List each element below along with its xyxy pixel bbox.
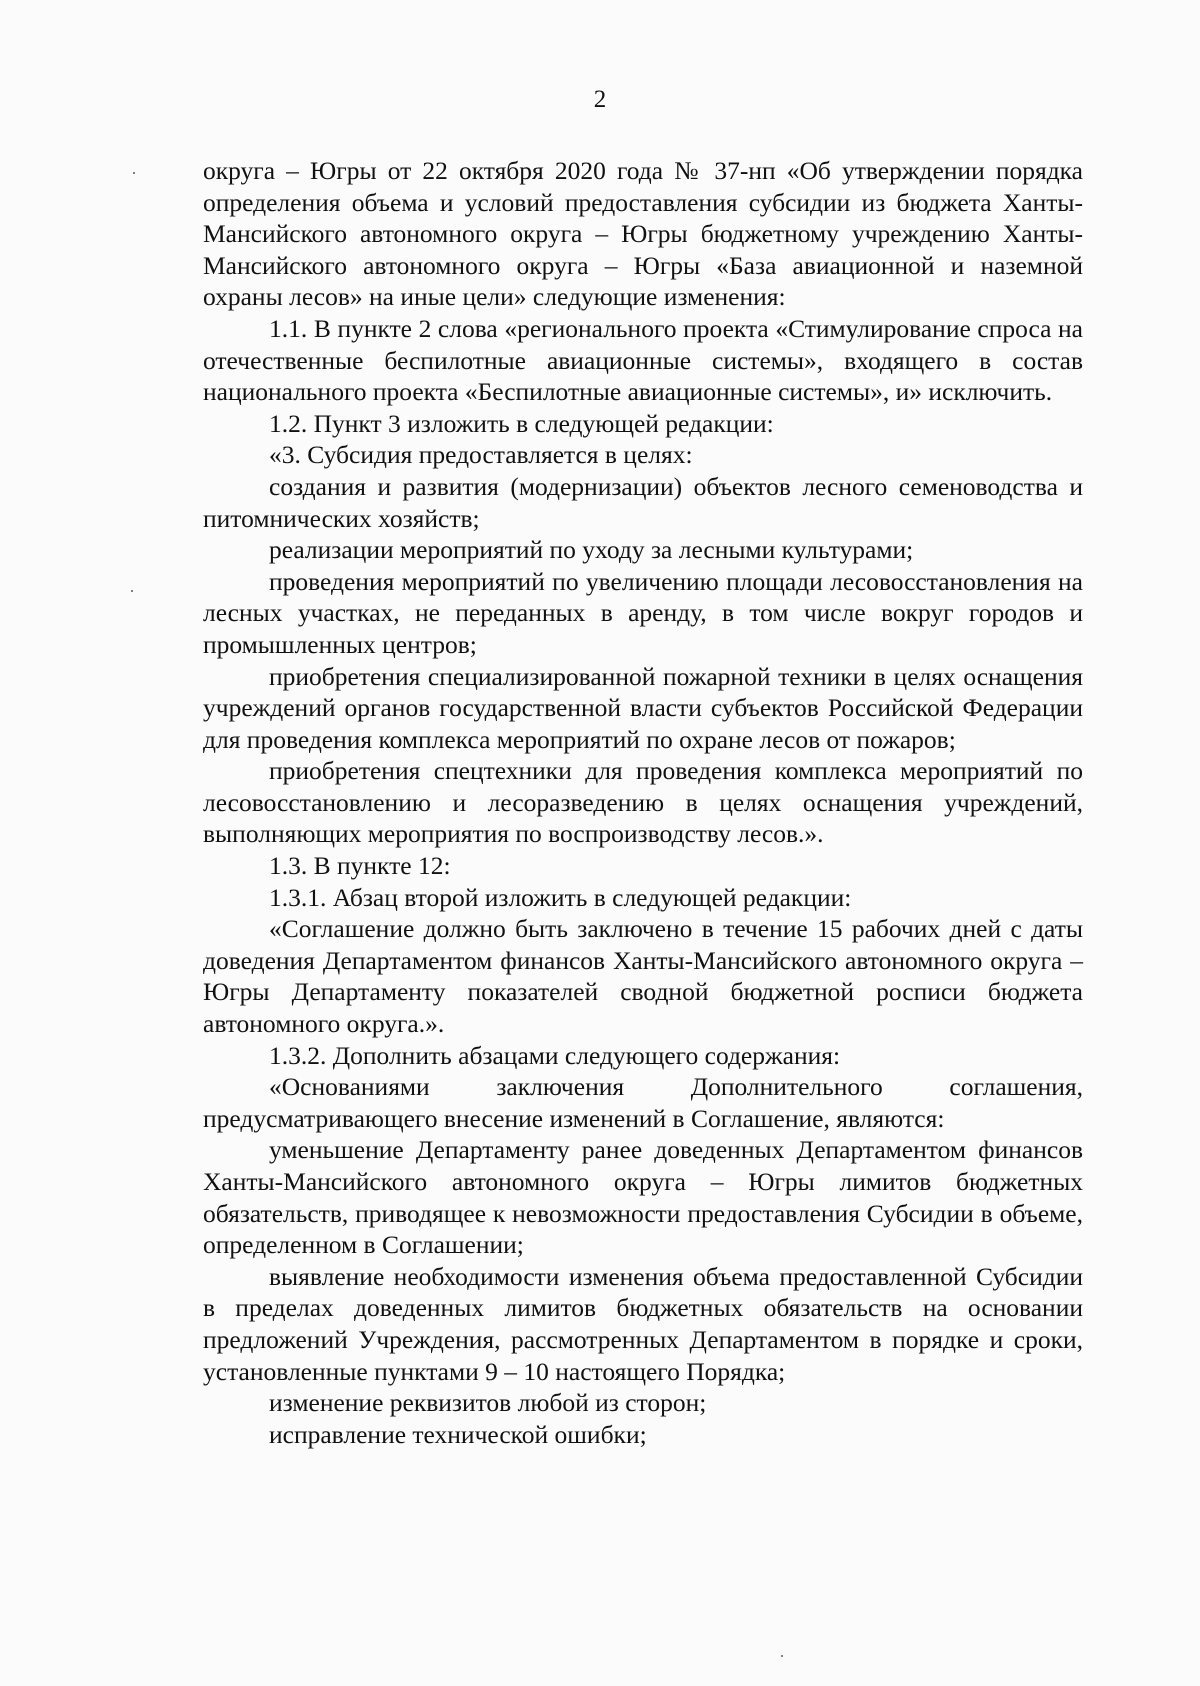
- paragraph-2: 1.1. В пункте 2 слова «регионального проекта «Стимулирование спроса на отечественные беспилотные авиационные системы», входящего в состав национального проекта «Беспилотные авиационные системы», и» исключить.: [203, 313, 1083, 407]
- paragraph-1: округа – Югры от 22 октября 2020 года № 37-нп «Об утверждении порядка определения объема и условий предоставления субсидии из бюджета Ханты-Мансийского автономного округа – Югры бюджетному учреждению Ханты-Мансийского автономного округа – Югры «База авиационной и наземной охраны лесов» на иные цели» следующие изменения:: [203, 156, 1083, 312]
- scan-speck: [133, 172, 135, 174]
- paragraph-18: исправление технической ошибки;: [269, 1419, 647, 1449]
- paragraph-16: выявление необходимости изменения объема предоставленной Субсидии в пределах доведенных лимитов бюджетных обязательств на основании предложений Учреждения, рассмотренных Департаментом в порядке и сроки, установленные пунктами 9 – 10 настоящего Порядка;: [203, 1261, 1083, 1386]
- paragraph-15: уменьшение Департаменту ранее доведенных Департаментом финансов Ханты-Мансийского автономного округа – Югры лимитов бюджетных обязательств, приводящее к невозможности предоставления Субсидии в объеме, определенном в Соглашении;: [203, 1135, 1083, 1260]
- paragraph-12: «Соглашение должно быть заключено в течение 15 рабочих дней с даты доведения Департаментом финансов Ханты-Мансийского автономного округа – Югры Департаменту показателей сводной бюджетной росписи бюджета автономного округа.».: [203, 914, 1083, 1039]
- scan-speck: [131, 590, 133, 592]
- paragraph-3: 1.2. Пункт 3 изложить в следующей редакции:: [269, 408, 774, 438]
- paragraph-5: создания и развития (модернизации) объектов лесного семеноводства и питомнических хозяйств;: [203, 471, 1083, 533]
- paragraph-13: 1.3.2. Дополнить абзацами следующего содержания:: [269, 1040, 841, 1070]
- paragraph-8: приобретения специализированной пожарной техники в целях оснащения учреждений органов государственной власти субъектов Российской Федерации для проведения комплекса мероприятий по охране лесов от пожаров;: [203, 661, 1083, 754]
- document-body: [203, 155, 1083, 1450]
- page-number: 2: [593, 86, 607, 113]
- paragraph-6: реализации мероприятий по уходу за лесными культурами;: [269, 535, 914, 565]
- paragraph-17: изменение реквизитов любой из сторон;: [269, 1388, 707, 1418]
- paragraph-9: приобретения спецтехники для проведения комплекса мероприятий по лесовосстановлению и лесоразведению в целях оснащения учреждений, выполняющих мероприятия по воспроизводству лесов.».: [203, 756, 1083, 849]
- scan-speck: [781, 1655, 783, 1657]
- paragraph-4: «3. Субсидия предоставляется в целях:: [269, 440, 693, 470]
- paragraph-7: проведения мероприятий по увеличению площади лесовосстановления на лесных участках, не переданных в аренду, в том числе вокруг городов и промышленных центров;: [203, 566, 1083, 659]
- paragraph-10: 1.3. В пункте 12:: [269, 851, 451, 881]
- paragraph-14: «Основаниями заключения Дополнительного соглашения, предусматривающего внесение изменений в Соглашение, являются:: [203, 1072, 1083, 1133]
- paragraph-11: 1.3.1. Абзац второй изложить в следующей редакции:: [269, 882, 852, 912]
